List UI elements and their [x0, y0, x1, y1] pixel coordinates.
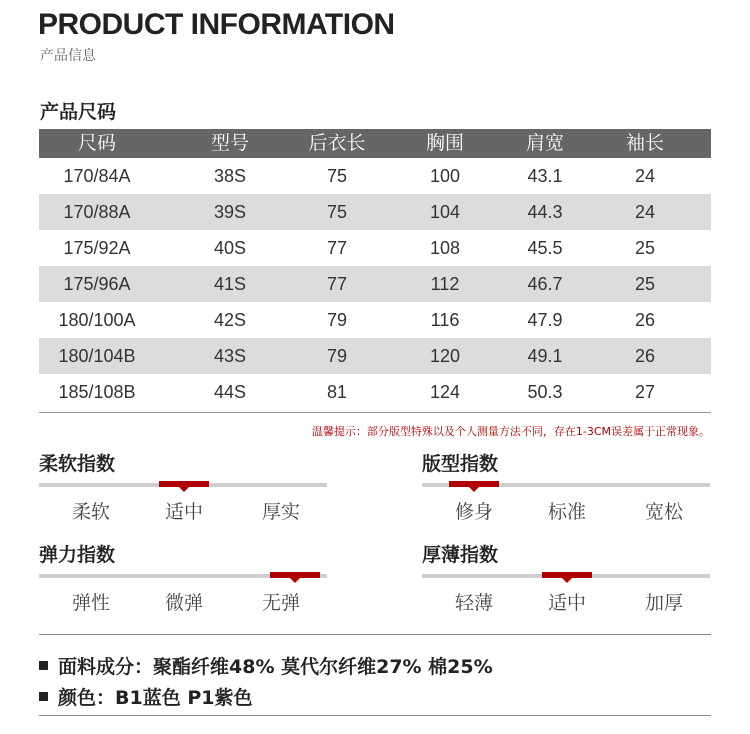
cell-chest: 112	[430, 274, 460, 294]
thickness-option: 轻薄	[454, 592, 494, 614]
cell-chest: 124	[429, 382, 461, 402]
elasticity-index-title: 弹力指数	[39, 544, 116, 566]
softness-track	[39, 483, 327, 487]
softness-option: 适中	[164, 501, 204, 523]
fit-option: 标准	[547, 501, 587, 523]
fabric-info	[39, 652, 493, 679]
thickness-track	[422, 574, 710, 578]
cell-sleeve: 25	[634, 238, 656, 258]
cell-size: 170/84A	[63, 166, 131, 186]
table-bottom-line	[39, 412, 711, 413]
fit-index-title: 版型指数	[422, 453, 499, 475]
cell-model: 43S	[213, 346, 247, 366]
cell-length: 79	[326, 310, 348, 330]
cell-size: 180/104B	[58, 346, 136, 366]
fit-option: 宽松	[644, 501, 684, 523]
cell-length: 81	[326, 382, 348, 402]
cell-model: 40S	[213, 238, 247, 258]
softness-index	[39, 449, 327, 523]
color-text: 颜色：B1蓝色 P1紫色	[58, 687, 253, 709]
table-row	[39, 194, 711, 230]
col-header-sleeve: 袖长	[625, 132, 665, 154]
fit-option: 修身	[454, 501, 494, 523]
col-header-length: 后衣长	[308, 132, 366, 154]
divider-bottom	[39, 715, 711, 716]
cell-sleeve: 26	[634, 346, 656, 366]
cell-chest: 104	[429, 202, 461, 222]
elasticity-option: 微弹	[164, 592, 204, 614]
table-row	[39, 158, 711, 194]
cell-sleeve: 25	[634, 274, 656, 294]
elasticity-option: 无弹	[261, 592, 301, 614]
cell-size: 185/108B	[58, 382, 136, 402]
elasticity-index	[39, 540, 327, 614]
cell-model: 42S	[213, 310, 247, 330]
table-row	[39, 338, 711, 374]
cell-shoulder: 49.1	[527, 346, 563, 366]
bullet-square-icon	[39, 692, 48, 701]
cell-shoulder: 43.1	[527, 166, 563, 186]
table-row	[39, 302, 711, 338]
title-cn: 产品信息	[40, 48, 96, 64]
size-tip: 温馨提示：部分版型特殊以及个人测量方法不同，存在1-3CM误差属于正常现象。	[311, 425, 710, 438]
cell-size: 170/88A	[63, 202, 131, 222]
cell-chest: 120	[429, 346, 461, 366]
elasticity-track	[39, 574, 327, 578]
softness-option: 柔软	[71, 501, 111, 523]
title-en: PRODUCT INFORMATION	[38, 8, 395, 41]
cell-size: 175/92A	[63, 238, 131, 258]
cell-size: 175/96A	[63, 274, 131, 294]
table-row	[39, 374, 711, 410]
softness-option: 厚实	[261, 501, 301, 523]
thickness-index-title: 厚薄指数	[422, 544, 499, 566]
cell-length: 75	[326, 202, 348, 222]
table-row	[39, 266, 711, 302]
bullet-square-icon	[39, 661, 48, 670]
thickness-index	[422, 540, 710, 614]
thickness-option: 加厚	[644, 592, 684, 614]
fit-index	[422, 449, 710, 523]
cell-sleeve: 26	[634, 310, 656, 330]
cell-model: 44S	[213, 382, 247, 402]
cell-length: 75	[326, 166, 348, 186]
color-info	[39, 683, 252, 710]
col-header-size: 尺码	[77, 132, 117, 154]
cell-chest: 100	[429, 166, 461, 186]
cell-chest: 108	[429, 238, 461, 258]
thickness-option: 适中	[547, 592, 587, 614]
elasticity-option: 弹性	[71, 592, 111, 614]
cell-sleeve: 24	[634, 166, 656, 186]
table-row	[39, 230, 711, 266]
thickness-marker	[542, 572, 592, 578]
cell-model: 38S	[213, 166, 247, 186]
elasticity-marker	[270, 572, 320, 578]
cell-shoulder: 46.7	[527, 274, 563, 294]
cell-chest: 116	[430, 310, 460, 330]
cell-shoulder: 50.3	[527, 382, 563, 402]
col-header-model: 型号	[210, 132, 250, 154]
cell-sleeve: 27	[634, 382, 656, 402]
divider-top	[39, 634, 711, 635]
cell-sleeve: 24	[634, 202, 656, 222]
cell-shoulder: 47.9	[527, 310, 563, 330]
cell-length: 79	[326, 346, 348, 366]
cell-size: 180/100A	[58, 310, 136, 330]
size-section-title: 产品尺码	[40, 101, 117, 123]
fabric-text: 面料成分：聚酯纤维48% 莫代尔纤维27% 棉25%	[58, 656, 493, 678]
cell-model: 41S	[213, 274, 247, 294]
cell-shoulder: 44.3	[527, 202, 563, 222]
cell-length: 77	[326, 274, 348, 294]
fit-marker	[449, 481, 499, 487]
cell-length: 77	[326, 238, 348, 258]
softness-marker	[159, 481, 209, 487]
cell-shoulder: 45.5	[527, 238, 563, 258]
softness-index-title: 柔软指数	[39, 453, 116, 475]
size-table	[39, 129, 711, 413]
col-header-shoulder: 肩宽	[525, 132, 565, 154]
cell-model: 39S	[213, 202, 247, 222]
table-header	[39, 129, 711, 158]
col-header-chest: 胸围	[425, 132, 465, 154]
fit-track	[422, 483, 710, 487]
